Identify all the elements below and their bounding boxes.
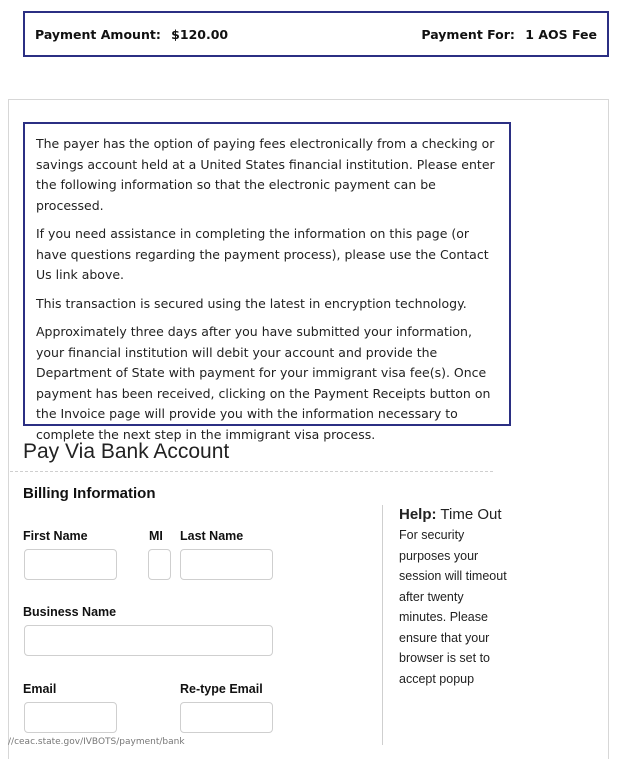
- last-name-input[interactable]: [180, 549, 273, 580]
- help-title-topic: Time Out: [440, 506, 502, 523]
- footer-url: //ceac.state.gov/IVBOTS/payment/bank: [8, 737, 185, 747]
- business-name-input[interactable]: [24, 625, 273, 656]
- mi-label: MI: [149, 529, 163, 543]
- payment-amount-label: Payment Amount:: [35, 27, 161, 42]
- payment-amount-value: $120.00: [171, 27, 229, 42]
- last-name-label: Last Name: [180, 529, 244, 543]
- help-title-label: Help:: [399, 506, 437, 523]
- help-title: [399, 505, 512, 524]
- retype-email-input[interactable]: [180, 702, 273, 733]
- payment-for-label: Payment For:: [421, 27, 515, 42]
- payment-summary-box: [23, 11, 609, 57]
- payment-info-box: [23, 122, 511, 442]
- payment-amount: [35, 27, 228, 42]
- email-label: Email: [23, 682, 57, 696]
- page-title: Pay Via Bank Account: [23, 440, 230, 463]
- section-divider: [10, 471, 493, 472]
- help-text: For security purposes your session will timeout after twenty minutes. Please ensure that your browser is set to accept popup: [399, 528, 507, 686]
- info-paragraph: This transaction is secured using the latest in encryption technology.: [36, 295, 467, 311]
- billing-information-heading: Billing Information: [23, 485, 156, 502]
- info-paragraph: Approximately three days after you have submitted your information, your financial institution will debit your account and provide the Department of State with payment for your immigrant visa fee(s). Once payment has been received, clicking on the Payment Receipts button on the Invoice page will provide you with the information necessary to complete the next step in the immigrant visa process.: [36, 324, 491, 442]
- retype-email-label: Re-type Email: [180, 682, 263, 696]
- first-name-label: First Name: [23, 529, 88, 543]
- info-paragraph: If you need assistance in completing the information on this page (or have questions regarding the payment process), please use the Contact Us link above.: [36, 226, 489, 282]
- help-sidebar: [382, 505, 512, 745]
- info-paragraph: The payer has the option of paying fees electronically from a checking or savings account held at a United States financial institution. Please enter the following information so that the electronic payment can be processed.: [36, 136, 495, 213]
- payment-for: [421, 27, 597, 42]
- business-name-label: Business Name: [23, 605, 117, 619]
- first-name-input[interactable]: [24, 549, 117, 580]
- mi-input[interactable]: [148, 549, 171, 580]
- email-input[interactable]: [24, 702, 117, 733]
- payment-for-value: 1 AOS Fee: [525, 27, 597, 42]
